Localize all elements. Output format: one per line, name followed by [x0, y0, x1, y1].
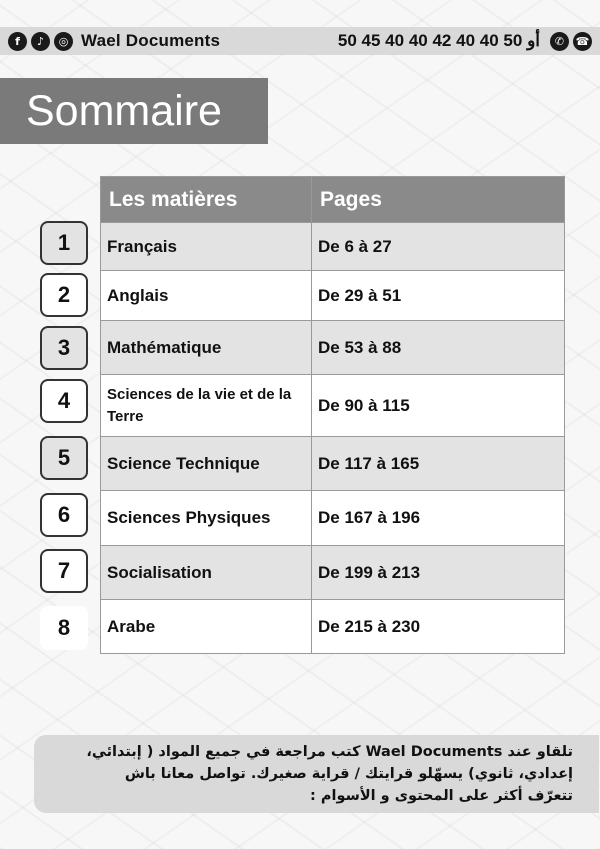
subject-cell: Sciences de la vie et de la Terre: [101, 375, 312, 437]
pages-cell: De 215 à 230: [312, 600, 565, 654]
table-row: [101, 375, 565, 437]
subject-cell: Arabe: [101, 600, 312, 654]
table-row: [101, 437, 565, 491]
row-number-4: 4: [40, 379, 88, 423]
row-number-5: 5: [40, 436, 88, 480]
row-number-1: 1: [40, 221, 88, 265]
instagram-icon[interactable]: ◎: [54, 32, 73, 51]
footer-line: تتعرّف أكثر على المحتوى و الأسوام :: [310, 788, 573, 804]
page-title: Sommaire: [26, 86, 222, 135]
table-row: [101, 546, 565, 600]
pages-cell: De 199 à 213: [312, 546, 565, 600]
subject-cell: Science Technique: [101, 437, 312, 491]
subject-cell: Français: [101, 223, 312, 271]
pages-cell: De 167 à 196: [312, 491, 565, 546]
pages-cell: De 29 à 51: [312, 271, 565, 321]
table-row: [101, 321, 565, 375]
row-number-2: 2: [40, 273, 88, 317]
footer-note: [34, 735, 599, 813]
phone-icon[interactable]: ☎: [573, 32, 592, 51]
subject-cell: Anglais: [101, 271, 312, 321]
table-row: [101, 223, 565, 271]
footer-line: تلقاو عند Wael Documents كتب مراجعة في جميع المواد ( إبتدائي،: [86, 744, 573, 760]
table-row: [101, 271, 565, 321]
footer-line: إعدادي، ثانوي) يسهّلو قرايتك / قراية صغيرك. تواصل معانا باش: [124, 766, 573, 782]
pages-cell: De 53 à 88: [312, 321, 565, 375]
header-pages: Pages: [312, 177, 565, 223]
header-subjects: Les matières: [101, 177, 312, 223]
page-title-box: [0, 78, 268, 144]
row-number-7: 7: [40, 549, 88, 593]
contact-group: [338, 31, 592, 51]
row-number-8: 8: [40, 606, 88, 650]
table-row: [101, 491, 565, 546]
subject-cell: Mathématique: [101, 321, 312, 375]
summary-table: [100, 176, 565, 654]
row-number-6: 6: [40, 493, 88, 537]
brand-name: Wael Documents: [81, 31, 221, 50]
header-bar: [0, 27, 600, 55]
table-header-row: [101, 177, 565, 223]
whatsapp-icon[interactable]: ✆: [550, 32, 569, 51]
pages-cell: De 117 à 165: [312, 437, 565, 491]
pages-cell: De 6 à 27: [312, 223, 565, 271]
phone-numbers: 50 45 40 40 أو 50 40 40 42: [337, 31, 540, 50]
social-group: [8, 31, 220, 51]
subject-cell: Sciences Physiques: [101, 491, 312, 546]
row-number-3: 3: [40, 326, 88, 370]
pages-cell: De 90 à 115: [312, 375, 565, 437]
subject-cell: Socialisation: [101, 546, 312, 600]
facebook-icon[interactable]: f: [8, 32, 27, 51]
table-row: [101, 600, 565, 654]
tiktok-icon[interactable]: ♪: [31, 32, 50, 51]
